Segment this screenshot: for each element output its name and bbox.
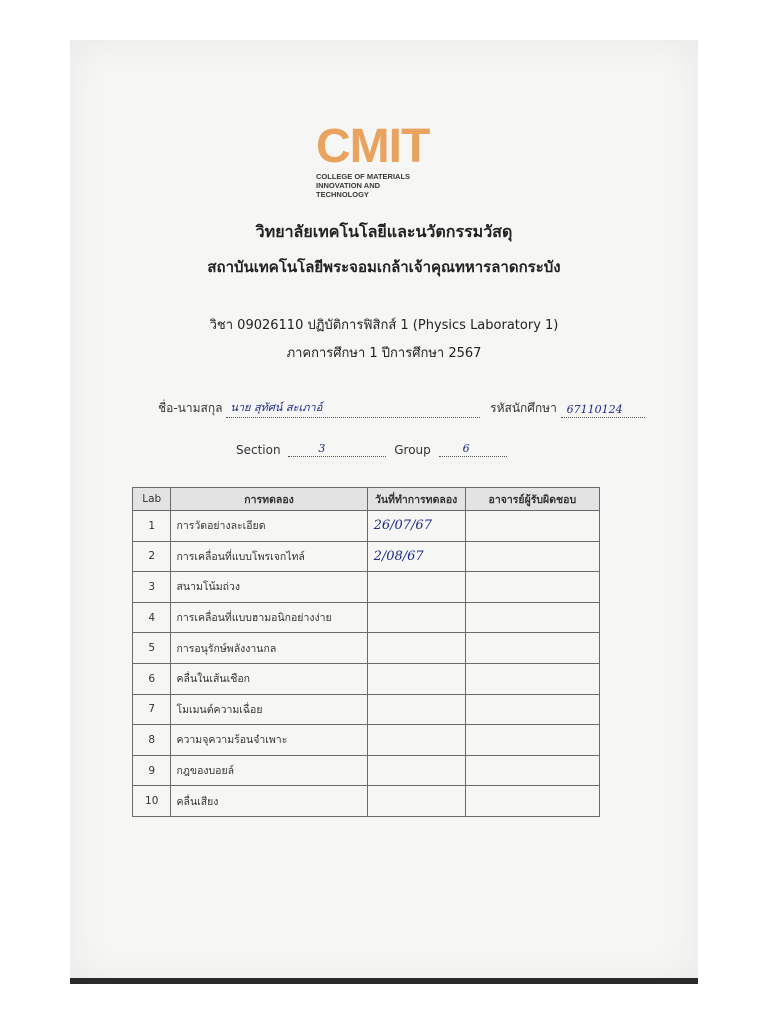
student-id-field	[561, 403, 645, 418]
experiment-name: การเคลื่อนที่แบบโพรเจกไทล์	[171, 541, 367, 572]
lab-table	[132, 487, 600, 817]
student-id-label: รหัสนักศึกษา	[490, 401, 557, 415]
logo-subtitle-line: COLLEGE OF MATERIALS	[316, 172, 411, 181]
group-handwriting: 6	[462, 442, 470, 455]
experiment-date	[367, 786, 465, 817]
experiment-date	[367, 572, 465, 603]
student-name-row	[158, 399, 645, 418]
date-handwriting	[368, 702, 374, 717]
lab-rows	[133, 511, 600, 817]
instructor-signature	[465, 694, 599, 725]
name-label: ชื่อ-นามสกุล	[158, 401, 223, 415]
date-handwriting	[368, 610, 374, 625]
date-handwriting: 26/07/67	[373, 518, 432, 534]
lab-number: 10	[133, 786, 171, 817]
name-handwriting: นาย สุทัศน์ สะเภาอ์	[230, 401, 323, 414]
experiment-name: คลื่นในเส้นเชือก	[171, 663, 367, 694]
group-field	[439, 442, 507, 457]
lab-number: 6	[133, 663, 171, 694]
instructor-signature	[465, 786, 599, 817]
experiment-name: การอนุรักษ์พลังงานกล	[171, 633, 367, 664]
lab-number: 4	[133, 602, 171, 633]
date-handwriting	[368, 732, 374, 747]
instructor-signature	[465, 725, 599, 756]
lab-number: 7	[133, 694, 171, 725]
group-label: Group	[394, 443, 431, 457]
table-row	[133, 694, 600, 725]
date-handwriting	[368, 579, 374, 594]
date-handwriting	[368, 671, 374, 686]
experiment-date	[367, 541, 465, 572]
experiment-name: การเคลื่อนที่แบบฮามอนิกอย่างง่าย	[171, 602, 367, 633]
course-title: วิชา 09026110 ปฏิบัติการฟิสิกส์ 1 (Physics Laboratory 1)	[209, 318, 559, 333]
logo-subtitle-line: TECHNOLOGY	[316, 190, 369, 199]
table-header-row	[133, 488, 600, 511]
lab-number: 5	[133, 633, 171, 664]
page-edge	[70, 978, 698, 984]
table-row	[133, 602, 600, 633]
section-label: Section	[236, 443, 281, 457]
section-handwriting: 3	[318, 442, 326, 455]
experiment-name: กฎของบอยล์	[171, 755, 367, 786]
table-row	[133, 541, 600, 572]
instructor-signature	[465, 511, 599, 542]
instructor-signature	[465, 541, 599, 572]
instructor-signature	[465, 572, 599, 603]
experiment-date	[367, 694, 465, 725]
section-field	[288, 442, 386, 457]
lab-number: 3	[133, 572, 171, 603]
header-date: วันที่ทำการทดลอง	[367, 488, 465, 511]
header-instructor: อาจารย์ผู้รับผิดชอบ	[465, 488, 599, 511]
semester-title: ภาคการศึกษา 1 ปีการศึกษา 2567	[286, 346, 482, 361]
instructor-signature	[465, 633, 599, 664]
logo-subtitle	[316, 172, 426, 199]
table-row	[133, 725, 600, 756]
logo-subtitle-line: INNOVATION AND	[316, 181, 381, 190]
experiment-date	[367, 511, 465, 542]
table-row	[133, 663, 600, 694]
instructor-signature	[465, 755, 599, 786]
header-lab: Lab	[133, 488, 171, 511]
college-name: วิทยาลัยเทคโนโลยีและนวัตกรรมวัสดุ	[255, 222, 513, 241]
experiment-name: ความจุความร้อนจำเพาะ	[171, 725, 367, 756]
cmit-logo	[316, 120, 430, 199]
date-handwriting	[368, 641, 374, 656]
experiment-name: สนามโน้มถ่วง	[171, 572, 367, 603]
student-id-handwriting: 67110124	[566, 403, 623, 416]
section-group-row	[236, 442, 507, 457]
name-field	[226, 403, 480, 418]
header-experiment: การทดลอง	[171, 488, 367, 511]
instructor-signature	[465, 663, 599, 694]
lab-number: 8	[133, 725, 171, 756]
table-row	[133, 511, 600, 542]
date-handwriting: 2/08/67	[373, 548, 424, 564]
experiment-date	[367, 755, 465, 786]
table-row	[133, 786, 600, 817]
table-row	[133, 572, 600, 603]
date-handwriting	[368, 794, 374, 809]
experiment-date	[367, 725, 465, 756]
table-row	[133, 633, 600, 664]
logo-mark: CMIT	[316, 120, 430, 173]
experiment-date	[367, 633, 465, 664]
date-handwriting	[368, 763, 374, 778]
table-row	[133, 755, 600, 786]
experiment-name: คลื่นเสียง	[171, 786, 367, 817]
experiment-name: โมเมนต์ความเฉื่อย	[171, 694, 367, 725]
experiment-date	[367, 602, 465, 633]
experiment-date	[367, 663, 465, 694]
instructor-signature	[465, 602, 599, 633]
institute-name: สถาบันเทคโนโลยีพระจอมเกล้าเจ้าคุณทหารลาดกระบัง	[207, 258, 561, 276]
experiment-name: การวัดอย่างละเอียด	[171, 511, 367, 542]
lab-number: 1	[133, 511, 171, 542]
lab-number: 9	[133, 755, 171, 786]
lab-number: 2	[133, 541, 171, 572]
